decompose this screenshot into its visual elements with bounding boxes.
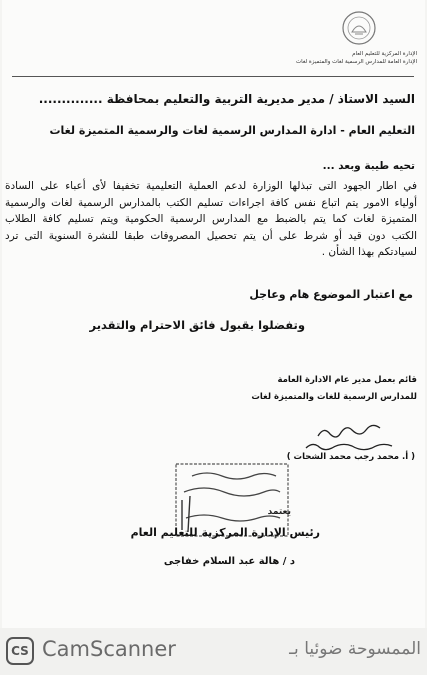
handwritten-signature-1 xyxy=(2,420,425,456)
letter-body xyxy=(5,178,417,261)
body-line: المتميزة لغات كما يتم بالضبط مع المدارس الرسمية الحكومية ويتم تسليم كافة الطلاب xyxy=(5,213,417,225)
scanned-with-label: الممسوحة ضوئيا بـ xyxy=(289,639,421,659)
signatory-1-title-line: للمدارس الرسمية للغات والمتميزة لغات xyxy=(251,392,417,402)
signatory-1-title-line: قائم بعمل مدير عام الادارة العامة xyxy=(277,375,417,385)
camscanner-logo-icon: CS xyxy=(6,637,34,665)
body-line: لسيادتكم بهذا الشأن . xyxy=(321,246,417,258)
org-line-general-admin: الإدارة العامة للمدارس الرسمية لغات والمتميزة لغات xyxy=(295,59,417,65)
closing-regards: وتفضلوا بقبول فائق الاحترام والتقدير xyxy=(89,318,305,332)
signatory-2-title: رئيس الإدارة المركزية للتعليم العام xyxy=(130,526,320,539)
header-divider xyxy=(12,76,414,77)
body-line: الكتب دون قيد أو شرط على أن يتم تحصيل المصروفات طبقا للنشرة السنوية التى ترد xyxy=(5,229,417,242)
importance-note: مع اعتبار الموضوع هام وعاجل xyxy=(249,288,413,301)
subject-line: التعليم العام - ادارة المدارس الرسمية لغات والرسمية المتميزة لغات xyxy=(49,124,415,137)
camscanner-footer xyxy=(0,628,427,675)
org-line-central-admin: الإدارة المركزية للتعليم العام xyxy=(352,51,417,57)
signatory-1-title xyxy=(251,372,417,406)
approval-label: يعتمد xyxy=(267,507,291,517)
signatory-2-name: د / هالة عبد السلام خفاجى xyxy=(163,556,295,567)
ministry-logo-icon xyxy=(341,10,377,46)
body-line: أولياء الامور يتم اتباع نفس كافة اجراءات تسليم الكتب بالمدارس الرسمية لغات والرسمية xyxy=(5,196,417,209)
body-line: في اطار الجهود التى تبذلها الوزارة لدعم العملية التعليمية تخفيفا لأى أعباء على السادة xyxy=(5,180,417,192)
camscanner-brand: CamScanner xyxy=(42,637,176,661)
greeting: تحيه طيبة وبعد ... xyxy=(322,160,415,172)
organization-header xyxy=(296,50,417,66)
scanned-letter-page xyxy=(2,0,425,628)
salutation: السيد الاستاذ / مدير مديرية التربية والتعليم بمحافظة .............. xyxy=(38,92,415,106)
signatory-1-name: ( أ. محمد رجب محمد الشحات ) xyxy=(286,452,415,462)
